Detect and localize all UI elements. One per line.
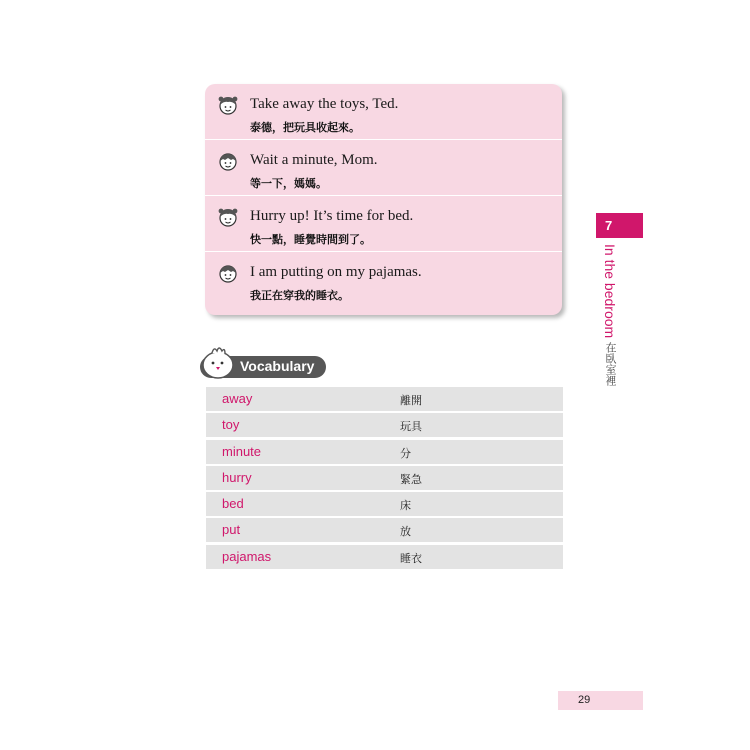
chapter-title-english: In the bedroom (602, 244, 618, 339)
dialogue-chinese: 泰德，把玩具收起來。 (250, 121, 360, 134)
vocab-meaning: 放 (400, 525, 411, 539)
vocabulary-table (206, 387, 563, 571)
vocab-meaning: 玩具 (400, 420, 422, 434)
vocab-word: away (222, 391, 253, 406)
page-number: 29 (578, 694, 591, 706)
dialogue-chinese: 快一點，睡覺時間到了。 (250, 233, 371, 246)
dialogue-english: Hurry up! It’s time for bed. (250, 208, 414, 224)
vocab-word: minute (222, 443, 262, 459)
vocab-meaning: 離開 (400, 394, 422, 407)
girl-avatar-icon (217, 206, 239, 228)
boy-avatar-icon (217, 262, 239, 284)
table-row (206, 492, 563, 516)
vocabulary-title: Vocabulary (240, 358, 315, 374)
bird-mascot-icon (198, 344, 238, 380)
dialogue-line (205, 84, 562, 140)
dialogue-english: I am putting on my pajamas. (250, 264, 422, 280)
chapter-number-tab (596, 213, 643, 238)
dialogue-card (205, 84, 562, 315)
boy-avatar-icon (217, 150, 239, 172)
table-row (206, 466, 563, 490)
chapter-number: 7 (605, 218, 613, 233)
dialogue-line (205, 252, 562, 307)
table-row (206, 413, 563, 437)
vocab-meaning: 睡衣 (400, 551, 422, 565)
dialogue-chinese: 我正在穿我的睡衣。 (250, 289, 349, 302)
page-number-box (558, 691, 643, 710)
dialogue-english: Take away the toys, Ted. (250, 96, 399, 112)
vocab-word: hurry (222, 469, 252, 485)
chapter-title (598, 244, 620, 404)
table-row (206, 440, 563, 464)
vocab-meaning: 床 (400, 499, 411, 513)
vocab-word: put (222, 522, 241, 538)
dialogue-english: Wait a minute, Mom. (250, 152, 378, 168)
vocabulary-heading (198, 344, 328, 384)
table-row (206, 518, 563, 542)
table-row (206, 545, 563, 569)
vocab-word: bed (222, 496, 244, 512)
vocab-word: toy (222, 417, 240, 433)
dialogue-line (205, 140, 562, 196)
vocab-meaning: 緊急 (400, 472, 422, 486)
vocab-word: pajamas (222, 548, 272, 564)
chapter-title-chinese: 在臥室裡 (604, 342, 617, 387)
table-row (206, 387, 563, 411)
dialogue-line (205, 196, 562, 252)
dialogue-chinese: 等一下，媽媽。 (250, 177, 327, 190)
girl-avatar-icon (217, 94, 239, 116)
vocab-meaning: 分 (400, 446, 411, 460)
